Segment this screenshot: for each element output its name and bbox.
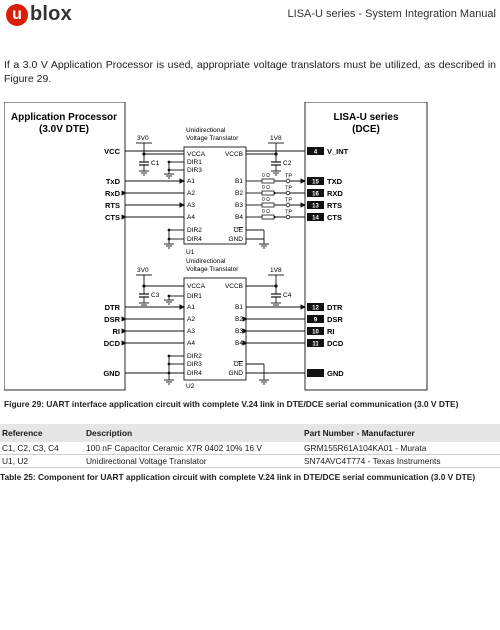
zero-ohm-resistor (262, 215, 274, 219)
u2-right-pins (225, 283, 244, 377)
test-point-label: TP (285, 197, 293, 204)
intro-paragraph: If a 3.0 V Application Processor is used, appropriate voltage translators must be utilized, as described in Figure 29. (4, 59, 496, 85)
u2-pin-label: DIR4 (187, 370, 202, 377)
table-row (0, 455, 500, 468)
u1-pin-label: A4 (187, 214, 195, 221)
resistor-label: 0 Ω (262, 209, 270, 215)
col-reference: Reference (0, 424, 84, 442)
u2-supply-b: 1V8 (270, 267, 282, 274)
lisa-pin-number-badge (307, 369, 324, 377)
ap-title-line2: (3.0V DTE) (38, 124, 90, 135)
u1-pin-label: B1 (235, 178, 243, 185)
u1-pin-label: A1 (187, 178, 195, 185)
u2-pin-label: A4 (187, 340, 195, 347)
u2-pin-label: B1 (235, 304, 243, 311)
junction-dot (142, 284, 145, 287)
junction-dot (168, 229, 171, 232)
u2-pin-label: B2 (235, 316, 243, 323)
junction-dot (168, 372, 171, 375)
u1-ref: U1 (186, 249, 195, 256)
u2-title-line2: Voltage Translator (186, 266, 239, 273)
lisa-pin-number: 15 (312, 179, 319, 186)
u2-pin-label: OE (233, 361, 243, 368)
u2-ref: U2 (186, 383, 195, 390)
lisa-pin-name: RTS (327, 201, 342, 210)
u2-pin-label: GND (228, 370, 243, 377)
resistor-label: 0 Ω (262, 173, 270, 179)
uart-circuit-diagram (4, 102, 428, 392)
ap-signal-label: CTS (105, 213, 120, 222)
test-point-label: TP (285, 173, 293, 180)
lisa-pin-number: 16 (312, 191, 319, 198)
lisa-pin-name: V_INT (327, 147, 349, 156)
u2-pin-label: B3 (235, 328, 243, 335)
test-point (286, 215, 290, 219)
zero-ohm-resistor (262, 179, 274, 183)
u2-pin-label: VCCA (187, 283, 206, 290)
junction-dot (168, 355, 171, 358)
junction-dot (168, 161, 171, 164)
junction-dot (274, 152, 277, 155)
u1-left-pins (187, 151, 206, 243)
ap-title-line1: Application Processor (10, 112, 118, 123)
u1-pin-label: DIR4 (187, 236, 202, 243)
cell: SN74AVC4T774 - Texas Instruments (302, 455, 500, 468)
u1-supply-b: 1V8 (270, 135, 282, 142)
junction-dot (168, 169, 171, 172)
resistor-label: 0 Ω (262, 185, 270, 191)
ap-signal-label: TxD (105, 177, 120, 186)
ap-signal-label: DCD (103, 339, 120, 348)
zero-ohm-resistor (262, 191, 274, 195)
u1-pin-label: B2 (235, 190, 243, 197)
figure-caption: Figure 29: UART interface application circuit with complete V.24 link in DTE/DCE serial communication (3.0 V DTE) (4, 399, 459, 409)
col-part-number: Part Number - Manufacturer (302, 424, 500, 442)
ap-signal-label: DSR (104, 315, 120, 324)
capacitor-label: C2 (283, 160, 292, 167)
lisa-pin-name: TXD (327, 177, 342, 186)
junction-dot (168, 363, 171, 366)
table-row (0, 442, 500, 455)
table-caption: Table 25: Component for UART application circuit with complete V.24 link in DTE/DCE serial communication (3.0 V DTE) (0, 472, 476, 482)
lisa-pin-name: DSR (327, 315, 343, 324)
capacitor-label: C4 (283, 292, 292, 299)
junction-dot (168, 238, 171, 241)
u1-supply-a: 3V0 (137, 135, 149, 142)
ap-signal-label: GND (103, 369, 120, 378)
u2-left-pins (187, 283, 206, 377)
lisa-pin-name: RXD (327, 189, 343, 198)
lisa-pin-number: 11 (312, 341, 319, 348)
junction-dot (142, 152, 145, 155)
u1-pin-label: B4 (235, 214, 243, 221)
u1-pin-label: A3 (187, 202, 195, 209)
u2-title-line1: Unidirectional (186, 258, 226, 265)
col-description: Description (84, 424, 302, 442)
ap-signal-label: RxD (104, 189, 120, 198)
u1-right-pins (225, 151, 244, 243)
u2-pin-label: VCCB (224, 283, 243, 290)
test-point (286, 191, 290, 195)
cell: U1, U2 (0, 455, 84, 468)
logo-word: blox (30, 3, 72, 25)
lisa-pin-name: GND (327, 369, 344, 378)
lisa-pin-number: 12 (312, 305, 319, 312)
capacitor-label: C3 (151, 292, 160, 299)
u2-pin-label: A2 (187, 316, 195, 323)
u2-pin-label: DIR3 (187, 361, 202, 368)
ap-signal-label: RI (112, 327, 120, 336)
u1-pin-label: GND (228, 236, 243, 243)
table-header-row (0, 424, 500, 442)
test-point-label: TP (285, 185, 293, 192)
cell: Unidirectional Voltage Translator (84, 455, 302, 468)
lisa-title-line2: (DCE) (352, 124, 380, 135)
lisa-pin-number: 4 (313, 149, 318, 156)
u2-pin-label: A3 (187, 328, 195, 335)
lisa-pin-name: DTR (327, 303, 343, 312)
lisa-pin-number: 10 (312, 329, 319, 336)
resistor-label: 0 Ω (262, 197, 270, 203)
u1-pin-label: DIR3 (187, 167, 202, 174)
ap-signal-label: DTR (104, 303, 120, 312)
u1-title-line1: Unidirectional (186, 127, 226, 134)
lisa-pin-number: 9 (313, 317, 318, 324)
u1-pin-label: DIR1 (187, 159, 202, 166)
zero-ohm-resistor (262, 203, 274, 207)
u1-pin-label: DIR2 (187, 227, 202, 234)
lisa-pin-labels (307, 147, 349, 378)
cell: 100 nF Capacitor Ceramic X7R 0402 10% 16 V (84, 442, 302, 455)
component-table (0, 424, 500, 468)
lisa-pin-name: CTS (327, 213, 342, 222)
lisa-pin-number: 14 (312, 215, 319, 222)
u1-title-line2: Voltage Translator (186, 135, 239, 142)
ap-signal-label: VCC (104, 147, 120, 156)
ap-signal-label: RTS (105, 201, 120, 210)
u1-pin-label: B3 (235, 202, 243, 209)
u1-pin-label: VCCB (224, 151, 243, 158)
ublox-logo (6, 4, 126, 30)
u1-pin-label: VCCA (187, 151, 206, 158)
u2-pin-label: DIR1 (187, 293, 202, 300)
lisa-pin-name: DCD (327, 339, 344, 348)
page-header-title: LISA-U series - System Integration Manual (287, 8, 496, 20)
u2-pin-label: B4 (235, 340, 243, 347)
logo-mark: u (6, 4, 28, 26)
test-point-label: TP (285, 209, 293, 216)
cell: C1, C2, C3, C4 (0, 442, 84, 455)
lisa-pin-name: RI (327, 327, 335, 336)
lisa-pin-number: 13 (312, 203, 319, 210)
lisa-title-line1: LISA-U series (333, 112, 399, 123)
test-point (286, 179, 290, 183)
capacitor-label: C1 (151, 160, 160, 167)
u2-supply-a: 3V0 (137, 267, 149, 274)
u2-pin-label: A1 (187, 304, 195, 311)
ap-signal-labels (103, 147, 120, 378)
u2-pin-label: DIR2 (187, 353, 202, 360)
u1-pin-label: A2 (187, 190, 195, 197)
u1-pin-label: OE (233, 227, 243, 234)
junction-dot (168, 295, 171, 298)
junction-dot (274, 284, 277, 287)
cell: GRM155R61A104KA01 - Murata (302, 442, 500, 455)
test-point (286, 203, 290, 207)
